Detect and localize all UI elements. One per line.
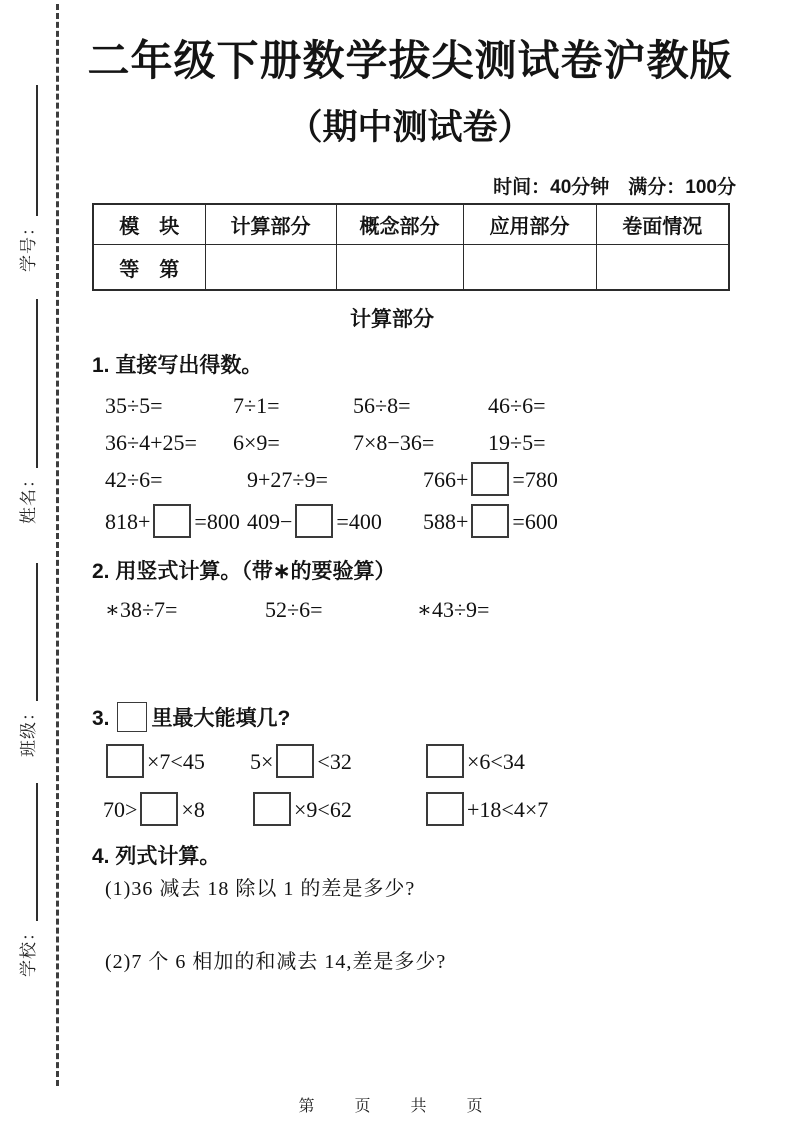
q2-row	[0, 588, 793, 632]
expression	[105, 458, 162, 502]
expression-text: ×9<62	[294, 797, 352, 822]
expression: 56÷8=	[353, 393, 411, 418]
expression-with-box	[103, 788, 205, 832]
class-label: 班级：	[18, 703, 38, 757]
expression: 46÷6=	[488, 393, 546, 418]
q3-heading-text: 里最大能填几?	[151, 707, 291, 730]
q4-heading: 4. 列式计算。	[92, 845, 221, 868]
expression-text: =800	[194, 509, 240, 534]
expression-with-box	[247, 500, 382, 544]
answer-box	[276, 744, 314, 778]
student-id-label: 学号：	[18, 218, 38, 272]
answer-box	[295, 504, 333, 538]
section-heading: 计算部分	[350, 308, 434, 331]
expression-with-box	[105, 500, 240, 544]
expression-text: 818+	[105, 509, 151, 534]
answer-box	[253, 792, 291, 826]
page-footer: 第 页 共 页	[298, 1098, 495, 1115]
expression: 6×9=	[233, 430, 280, 455]
score-header-module: 模 块	[93, 204, 205, 245]
expression-text: =780	[512, 467, 558, 492]
class-blank-line	[14, 563, 38, 701]
expression: 35÷5=	[105, 393, 163, 418]
page-subtitle: （期中测试卷）	[287, 108, 533, 147]
fold-dashed-line	[56, 4, 59, 1086]
student-id-field	[12, 85, 40, 272]
score-header-neatness: 卷面情况	[596, 204, 729, 245]
score-table-value-row	[93, 245, 729, 291]
q2-heading: 2. 用竖式计算。（带∗的要验算）	[92, 560, 396, 583]
expression: 7÷1=	[233, 393, 280, 418]
expression-text: 766+	[423, 467, 469, 492]
score-cell-empty	[463, 245, 596, 291]
expression-with-box	[423, 500, 558, 544]
expression-text: 5×	[250, 749, 274, 774]
q1-heading: 1. 直接写出得数。	[92, 354, 263, 377]
score-header-application: 应用部分	[463, 204, 596, 245]
expression-with-box	[250, 788, 352, 832]
expression-text: ×7<45	[147, 749, 205, 774]
expression-with-box	[250, 740, 352, 784]
expression: 36÷4+25=	[105, 430, 197, 455]
score-header-concept: 概念部分	[336, 204, 463, 245]
expression-text: ×8	[181, 797, 205, 822]
score-cell-empty	[596, 245, 729, 291]
name-label: 姓名：	[18, 470, 38, 524]
expression: ∗38÷7=	[105, 597, 178, 622]
answer-box	[153, 504, 191, 538]
q4-item-2: (2)7 个 6 相加的和减去 14,差是多少?	[105, 951, 447, 973]
answer-box	[117, 702, 147, 732]
score-cell-empty	[205, 245, 336, 291]
expression-text: +18<4×7	[467, 797, 549, 822]
q3-row1	[0, 740, 793, 784]
expression-with-box	[103, 740, 205, 784]
expression-text: 70>	[103, 797, 138, 822]
score-row-label: 等 第	[93, 245, 205, 291]
answer-box	[106, 744, 144, 778]
expression-text: 409−	[247, 509, 293, 534]
expression: 52÷6=	[265, 597, 323, 622]
expression-text: <32	[317, 749, 352, 774]
page-title: 二年级下册数学拔尖测试卷沪教版	[87, 37, 733, 84]
student-id-blank-line	[14, 85, 38, 216]
answer-box	[471, 504, 509, 538]
q3-number: 3.	[92, 707, 110, 730]
exam-meta: 时间：40分钟 满分：100分	[493, 177, 736, 198]
expression-with-box	[423, 740, 525, 784]
answer-box	[426, 744, 464, 778]
answer-box	[140, 792, 178, 826]
expression-text: =400	[336, 509, 382, 534]
q4-item-1: (1)36 减去 18 除以 1 的差是多少?	[105, 878, 416, 900]
expression-text: 42÷6=	[105, 467, 163, 492]
score-table	[92, 203, 730, 291]
expression	[247, 458, 328, 502]
expression: 19÷5=	[488, 430, 546, 455]
expression-text: 588+	[423, 509, 469, 534]
score-header-calc: 计算部分	[205, 204, 336, 245]
expression-with-box	[423, 458, 558, 502]
q3-heading	[92, 702, 290, 732]
q1-row3	[0, 458, 793, 502]
q1-row4	[0, 500, 793, 544]
expression-text: =600	[512, 509, 558, 534]
expression: 7×8−36=	[353, 430, 435, 455]
expression-with-box	[423, 788, 548, 832]
q3-row2	[0, 788, 793, 832]
expression-text: 9+27÷9=	[247, 467, 328, 492]
score-cell-empty	[336, 245, 463, 291]
score-table-header-row	[93, 204, 729, 245]
expression: ∗43÷9=	[417, 597, 490, 622]
school-label: 学校：	[18, 923, 38, 977]
answer-box	[426, 792, 464, 826]
expression-text: ×6<34	[467, 749, 525, 774]
answer-box	[471, 462, 509, 496]
